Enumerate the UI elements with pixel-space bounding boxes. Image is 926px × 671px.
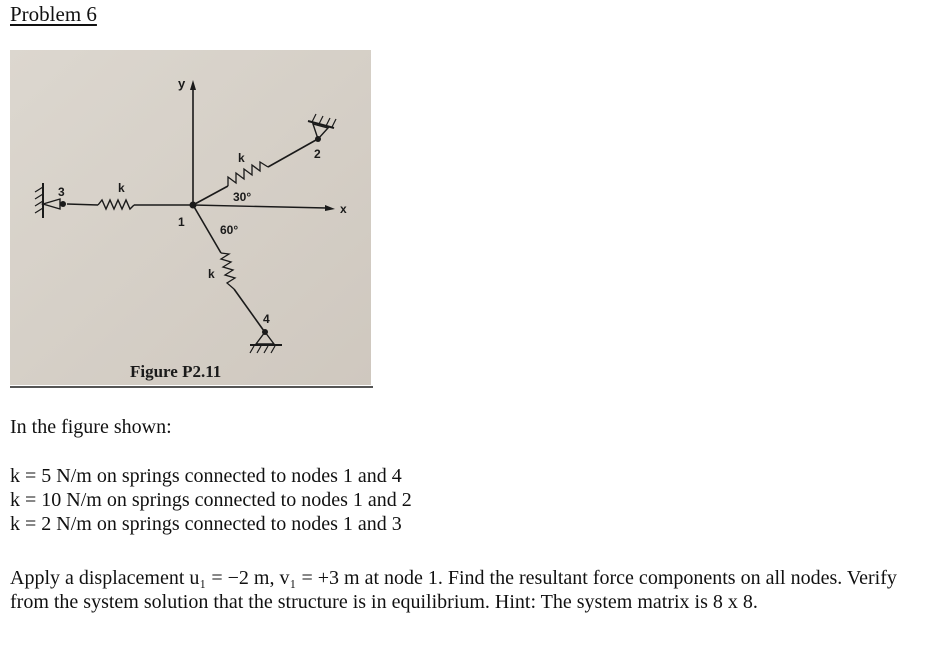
spring-constant-line: k = 5 N/m on springs connected to nodes 1 and 4 <box>10 465 402 487</box>
figure-background <box>10 50 371 385</box>
angle-30-label: 30° <box>233 190 252 204</box>
figure-caption: Figure P2.11 <box>130 362 222 381</box>
spring-constants <box>10 464 412 536</box>
spring-lower-k-label: k <box>208 267 215 281</box>
problem-title: Problem 6 <box>10 2 97 26</box>
spring-constant-line: k = 2 N/m on springs connected to nodes 1 and 3 <box>10 513 402 535</box>
figure-p2-11 <box>10 50 371 385</box>
y-axis-label: y <box>178 76 186 91</box>
x-axis-label: x <box>340 202 347 216</box>
spring-constant-line: k = 10 N/m on springs connected to nodes 1 and 2 <box>10 489 412 511</box>
node-2-label: 2 <box>314 147 321 161</box>
node-4-label: 4 <box>263 312 270 326</box>
spring-upper-k-label: k <box>238 151 245 165</box>
spring-left-k-label: k <box>118 181 125 195</box>
node-1-label: 1 <box>178 215 185 229</box>
node-3-label: 3 <box>58 185 65 199</box>
angle-60-label: 60° <box>220 223 239 237</box>
node-1-dot <box>190 202 197 209</box>
intro-text: In the figure shown: <box>10 416 172 438</box>
task-text: Apply a displacement u₁ = −2 m, v₁ = +3 m at node 1. Find the resultant force components on all nodes. Verify from the system solution that the structure is in equilibrium. Hint: The system matrix is 8 x 8. <box>10 567 897 613</box>
figure-bottom-rule <box>10 386 373 388</box>
